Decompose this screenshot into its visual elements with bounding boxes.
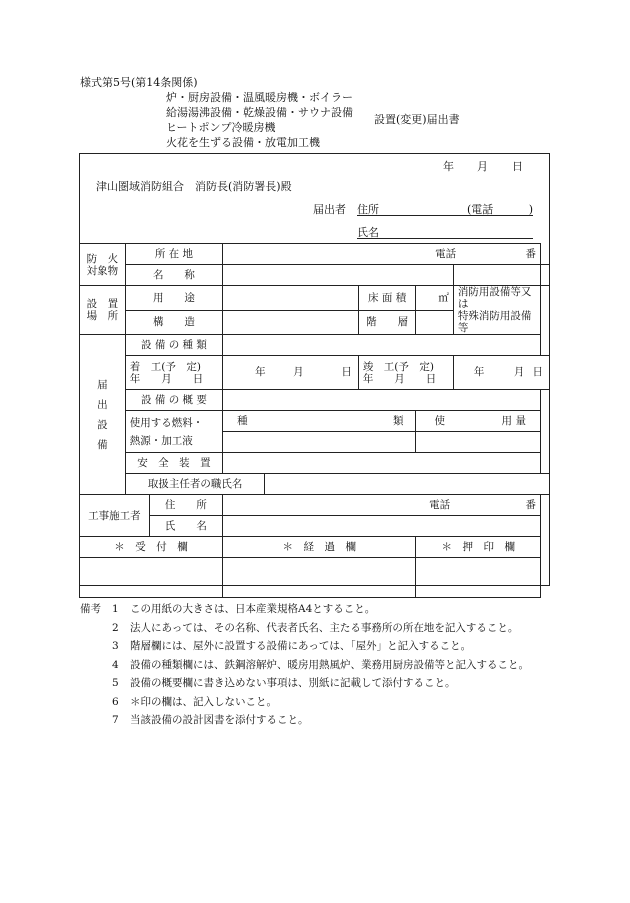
contractor-address-field[interactable] (223, 495, 541, 516)
name-label: 氏名 (357, 226, 379, 239)
fuel-usage-label-1: 使 (434, 415, 445, 427)
seal-header: ＊ 押 印 欄 (416, 537, 541, 558)
target-name-field[interactable] (223, 265, 454, 286)
start-date-field[interactable] (223, 356, 359, 390)
use-label: 用 途 (125, 286, 222, 311)
address-label: 住所 (357, 203, 379, 216)
progress-header: ＊ 経 過 欄 (223, 537, 416, 558)
fuel-kind-label-2: 類 (392, 415, 404, 427)
equipment-line-3: ヒートポンプ冷暖房機 (166, 121, 276, 134)
phone-open: (電話 (467, 203, 494, 216)
fuel-usage-field[interactable] (416, 432, 541, 453)
target-name-extra (453, 265, 540, 286)
fire-equipment-label: 消防用設備等又は 特殊消防用設備等 (453, 286, 540, 335)
address-field[interactable] (357, 203, 533, 216)
note-item: 7 当該設備の設計図書を添付すること。 (112, 714, 309, 726)
reception-field (80, 558, 223, 598)
overview-label: 設 備 の 概 要 (125, 390, 222, 411)
note-item: 6 ＊印の欄は、記入しないこと。 (112, 695, 277, 708)
use-field[interactable] (223, 286, 359, 311)
equipment-line-4: 火花を生ずる設備・放電加工機 (166, 136, 320, 149)
seal-field (416, 558, 541, 598)
date-month: 月 (477, 160, 488, 173)
fuel-kind-field[interactable] (223, 432, 416, 453)
equipment-line-1: 炉・厨房設備・温風暖房機・ボイラー (166, 91, 353, 104)
start-date-label: 着 工(予 定) 年 月 日 (125, 356, 222, 390)
contractor-name-field[interactable] (223, 516, 541, 537)
fuel-kind-header (223, 411, 416, 432)
applicant-label: 届出者 (313, 203, 346, 216)
floor-label: 階 層 (358, 310, 416, 335)
contractor-address-label: 住 所 (149, 495, 222, 516)
structure-field[interactable] (223, 310, 359, 335)
progress-field (223, 558, 416, 598)
finish-year: 年 (473, 366, 485, 378)
notes-label: 備考 (80, 603, 101, 615)
start-day: 日 (341, 366, 352, 378)
target-name-label: 名 称 (125, 265, 222, 286)
contractor-name-label: 氏 名 (149, 516, 222, 537)
manager-label: 取扱主任者の職氏名 (125, 474, 265, 495)
note-item: 4 設備の種類欄には、鉄鋼溶解炉、暖房用熱風炉、業務用厨房設備等と記入すること。 (112, 658, 529, 671)
safety-label: 安 全 装 置 (125, 453, 222, 474)
manager-field[interactable] (265, 474, 550, 495)
fuel-kind-label-1: 種 (237, 415, 248, 427)
location-label: 所 在 地 (125, 244, 222, 265)
main-form-table (79, 243, 550, 598)
contractor-label: 工事施工者 (80, 495, 150, 537)
notes-section (80, 600, 570, 730)
equipment-type-field[interactable] (223, 335, 541, 356)
fuel-usage-label-3: 量 (515, 415, 526, 427)
floor-field[interactable] (416, 310, 453, 335)
start-year: 年 (255, 366, 266, 378)
start-month: 月 (293, 366, 304, 378)
finish-date-label: 竣 工(予 定) 年 月 日 (358, 356, 453, 390)
fuel-label: 使用する燃料・ 熱源・加工液 (125, 411, 222, 453)
floor-area-field[interactable] (416, 286, 453, 311)
equipment-line-2: 給湯湯沸設備・乾燥設備・サウナ設備 (166, 106, 353, 119)
overview-field[interactable] (223, 390, 541, 411)
finish-month: 月 (513, 366, 525, 378)
location-phone-label: 電話 (435, 248, 457, 260)
location-field[interactable] (223, 244, 541, 265)
finish-date-field[interactable] (453, 356, 549, 390)
safety-field[interactable] (223, 453, 541, 474)
contractor-phone-suffix: 番 (525, 499, 536, 511)
equipment-type-label: 設 備 の 種 類 (125, 335, 222, 356)
equipment-label: 届 出 設 備 (80, 335, 126, 495)
fire-target-label: 防 火 対象物 (80, 244, 126, 286)
phone-close: ) (528, 203, 533, 216)
fuel-usage-header (416, 411, 541, 432)
site-label: 設 置 場 所 (80, 286, 126, 335)
reception-header: ＊ 受 付 欄 (80, 537, 223, 558)
addressee: 津山圏域消防組合 消防長(消防署長)殿 (96, 180, 292, 193)
note-item: 備考 1 この用紙の大きさは、日本産業規格A4とすること。 (80, 600, 570, 619)
floor-area-unit: ㎡ (438, 291, 449, 304)
structure-label: 構 造 (125, 310, 222, 335)
note-item: 2 法人にあっては、その名称、代表者氏名、主たる事務所の所在地を記入すること。 (112, 621, 519, 634)
form-number: 様式第5号(第14条関係) (80, 76, 198, 89)
note-item: 5 設備の概要欄に書き込めない事項は、別紙に記載して添付すること。 (112, 677, 456, 689)
note-item: 3 階層欄には、屋外に設置する設備にあっては、「屋外」と記入すること。 (112, 640, 472, 652)
location-phone-suffix: 番 (525, 248, 536, 260)
date-year: 年 (443, 160, 454, 173)
name-field[interactable] (357, 226, 533, 239)
finish-day: 日 (532, 366, 543, 378)
floor-area-label: 床 面 積 (358, 286, 416, 311)
fuel-usage-label-2: 用 (501, 415, 512, 427)
date-day: 日 (512, 160, 523, 173)
form-title: 設置(変更)届出書 (374, 113, 460, 126)
contractor-phone-label: 電話 (429, 499, 451, 511)
target-name-right[interactable] (541, 265, 550, 286)
